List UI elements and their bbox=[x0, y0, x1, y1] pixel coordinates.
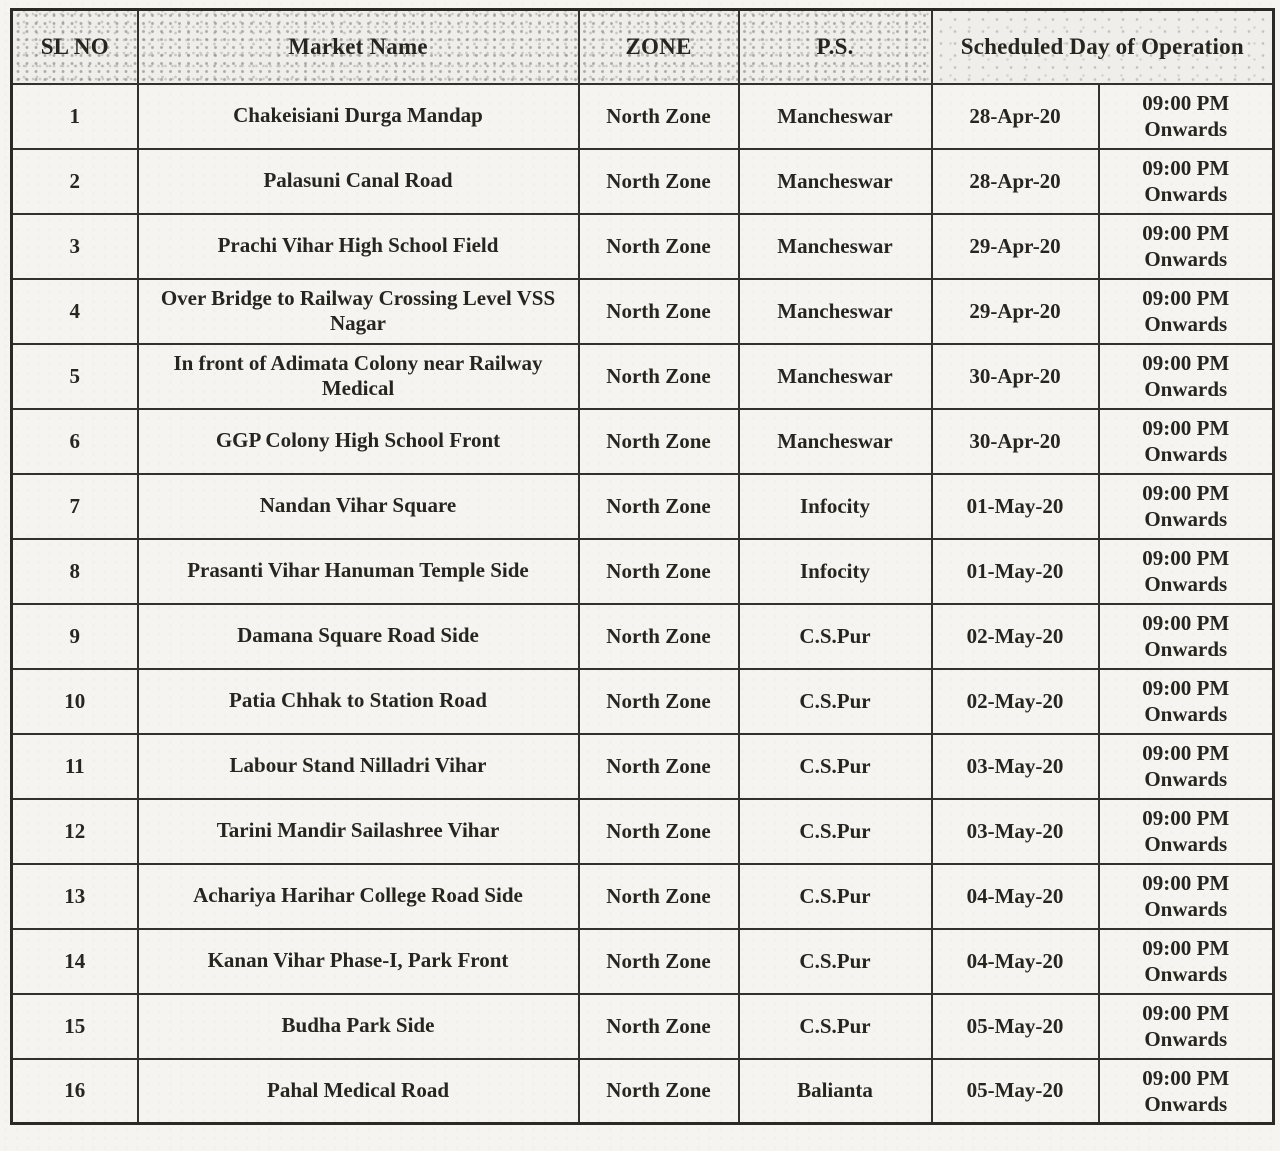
cell-ps: C.S.Pur bbox=[739, 734, 932, 799]
table-row bbox=[12, 539, 1274, 604]
cell-zone: North Zone bbox=[579, 929, 739, 994]
cell-zone: North Zone bbox=[579, 539, 739, 604]
cell-time-line2: Onwards bbox=[1144, 377, 1228, 401]
cell-market-name: Prasanti Vihar Hanuman Temple Side bbox=[138, 539, 579, 604]
cell-ps: Mancheswar bbox=[739, 409, 932, 474]
cell-market-name: Patia Chhak to Station Road bbox=[138, 669, 579, 734]
cell-time-line1: 09:00 PM bbox=[1142, 870, 1230, 895]
table-row bbox=[12, 84, 1274, 149]
cell-ps: Mancheswar bbox=[739, 84, 932, 149]
table-row bbox=[12, 214, 1274, 279]
cell-date: 02-May-20 bbox=[932, 669, 1099, 734]
table-row bbox=[12, 929, 1274, 994]
cell-sl-no: 12 bbox=[12, 799, 138, 864]
table-row bbox=[12, 734, 1274, 799]
table-row bbox=[12, 994, 1274, 1059]
cell-time bbox=[1099, 734, 1274, 799]
cell-time-line2: Onwards bbox=[1144, 442, 1228, 466]
cell-time-line1: 09:00 PM bbox=[1142, 935, 1230, 960]
cell-date: 03-May-20 bbox=[932, 799, 1099, 864]
table-row bbox=[12, 1059, 1274, 1124]
cell-market-name: Pahal Medical Road bbox=[138, 1059, 579, 1124]
cell-time bbox=[1099, 1059, 1274, 1124]
cell-time-line2: Onwards bbox=[1144, 117, 1228, 141]
cell-time-line1: 09:00 PM bbox=[1142, 285, 1230, 310]
cell-zone: North Zone bbox=[579, 669, 739, 734]
cell-time-line2: Onwards bbox=[1144, 182, 1228, 206]
cell-date: 01-May-20 bbox=[932, 539, 1099, 604]
table-header bbox=[12, 10, 1274, 84]
cell-zone: North Zone bbox=[579, 84, 739, 149]
cell-time-line1: 09:00 PM bbox=[1142, 740, 1230, 765]
cell-market-name: Nandan Vihar Square bbox=[138, 474, 579, 539]
cell-market-name: Chakeisiani Durga Mandap bbox=[138, 84, 579, 149]
cell-sl-no: 9 bbox=[12, 604, 138, 669]
cell-time bbox=[1099, 864, 1274, 929]
table-row bbox=[12, 799, 1274, 864]
cell-time-line1: 09:00 PM bbox=[1142, 90, 1230, 115]
cell-time-line2: Onwards bbox=[1144, 312, 1228, 336]
cell-ps: C.S.Pur bbox=[739, 669, 932, 734]
cell-sl-no: 1 bbox=[12, 84, 138, 149]
cell-zone: North Zone bbox=[579, 279, 739, 344]
cell-time bbox=[1099, 604, 1274, 669]
table-row bbox=[12, 474, 1274, 539]
cell-time bbox=[1099, 669, 1274, 734]
cell-ps: Mancheswar bbox=[739, 344, 932, 409]
cell-time bbox=[1099, 279, 1274, 344]
cell-market-name: In front of Adimata Colony near Railway Medical bbox=[138, 344, 579, 409]
cell-ps: Mancheswar bbox=[739, 214, 932, 279]
cell-time-line1: 09:00 PM bbox=[1142, 415, 1230, 440]
cell-sl-no: 14 bbox=[12, 929, 138, 994]
cell-time-line1: 09:00 PM bbox=[1142, 1000, 1230, 1025]
cell-sl-no: 11 bbox=[12, 734, 138, 799]
cell-time-line2: Onwards bbox=[1144, 702, 1228, 726]
cell-date: 05-May-20 bbox=[932, 994, 1099, 1059]
cell-time-line1: 09:00 PM bbox=[1142, 545, 1230, 570]
cell-date: 05-May-20 bbox=[932, 1059, 1099, 1124]
cell-time-line1: 09:00 PM bbox=[1142, 805, 1230, 830]
cell-time-line1: 09:00 PM bbox=[1142, 1065, 1230, 1090]
cell-ps: C.S.Pur bbox=[739, 864, 932, 929]
col-header-scheduled-day: Scheduled Day of Operation bbox=[932, 10, 1274, 84]
cell-date: 02-May-20 bbox=[932, 604, 1099, 669]
col-header-zone: ZONE bbox=[579, 10, 739, 84]
market-schedule-table bbox=[10, 8, 1275, 1125]
cell-zone: North Zone bbox=[579, 149, 739, 214]
cell-time-line1: 09:00 PM bbox=[1142, 480, 1230, 505]
cell-time-line2: Onwards bbox=[1144, 572, 1228, 596]
table-row bbox=[12, 149, 1274, 214]
cell-ps: Infocity bbox=[739, 474, 932, 539]
cell-time bbox=[1099, 149, 1274, 214]
table-row bbox=[12, 669, 1274, 734]
table-row bbox=[12, 864, 1274, 929]
cell-time-line1: 09:00 PM bbox=[1142, 675, 1230, 700]
cell-time-line2: Onwards bbox=[1144, 1091, 1228, 1116]
cell-time-line2: Onwards bbox=[1144, 767, 1228, 791]
cell-time bbox=[1099, 929, 1274, 994]
cell-sl-no: 8 bbox=[12, 539, 138, 604]
cell-date: 04-May-20 bbox=[932, 929, 1099, 994]
cell-time bbox=[1099, 344, 1274, 409]
cell-sl-no: 4 bbox=[12, 279, 138, 344]
cell-zone: North Zone bbox=[579, 734, 739, 799]
cell-date: 03-May-20 bbox=[932, 734, 1099, 799]
cell-sl-no: 7 bbox=[12, 474, 138, 539]
col-header-ps: P.S. bbox=[739, 10, 932, 84]
cell-market-name: Prachi Vihar High School Field bbox=[138, 214, 579, 279]
cell-sl-no: 10 bbox=[12, 669, 138, 734]
table-row bbox=[12, 344, 1274, 409]
cell-market-name: Achariya Harihar College Road Side bbox=[138, 864, 579, 929]
cell-time bbox=[1099, 214, 1274, 279]
cell-ps: C.S.Pur bbox=[739, 994, 932, 1059]
cell-date: 30-Apr-20 bbox=[932, 344, 1099, 409]
cell-zone: North Zone bbox=[579, 474, 739, 539]
cell-time-line1: 09:00 PM bbox=[1142, 610, 1230, 635]
header-row bbox=[12, 10, 1274, 84]
cell-market-name: Labour Stand Nilladri Vihar bbox=[138, 734, 579, 799]
cell-zone: North Zone bbox=[579, 214, 739, 279]
cell-time-line2: Onwards bbox=[1144, 637, 1228, 661]
cell-time-line1: 09:00 PM bbox=[1142, 350, 1230, 375]
cell-time-line2: Onwards bbox=[1144, 247, 1228, 271]
cell-time-line1: 09:00 PM bbox=[1142, 220, 1230, 245]
cell-zone: North Zone bbox=[579, 344, 739, 409]
cell-time-line2: Onwards bbox=[1144, 962, 1228, 986]
cell-market-name: GGP Colony High School Front bbox=[138, 409, 579, 474]
cell-time-line2: Onwards bbox=[1144, 897, 1228, 921]
cell-zone: North Zone bbox=[579, 1059, 739, 1124]
cell-time bbox=[1099, 994, 1274, 1059]
cell-market-name: Over Bridge to Railway Crossing Level VSS Nagar bbox=[138, 279, 579, 344]
cell-sl-no: 6 bbox=[12, 409, 138, 474]
cell-market-name: Tarini Mandir Sailashree Vihar bbox=[138, 799, 579, 864]
cell-sl-no: 15 bbox=[12, 994, 138, 1059]
cell-ps: Mancheswar bbox=[739, 279, 932, 344]
cell-zone: North Zone bbox=[579, 994, 739, 1059]
col-header-sl-no: SL NO bbox=[12, 10, 138, 84]
table-body bbox=[12, 84, 1274, 1124]
cell-ps: C.S.Pur bbox=[739, 799, 932, 864]
cell-time-line1: 09:00 PM bbox=[1142, 155, 1230, 180]
cell-date: 29-Apr-20 bbox=[932, 279, 1099, 344]
cell-market-name: Kanan Vihar Phase-I, Park Front bbox=[138, 929, 579, 994]
cell-market-name: Palasuni Canal Road bbox=[138, 149, 579, 214]
table-row bbox=[12, 409, 1274, 474]
cell-date: 30-Apr-20 bbox=[932, 409, 1099, 474]
cell-zone: North Zone bbox=[579, 864, 739, 929]
cell-ps: Mancheswar bbox=[739, 149, 932, 214]
cell-ps: C.S.Pur bbox=[739, 929, 932, 994]
cell-sl-no: 2 bbox=[12, 149, 138, 214]
cell-ps: Balianta bbox=[739, 1059, 932, 1124]
cell-date: 04-May-20 bbox=[932, 864, 1099, 929]
cell-time-line2: Onwards bbox=[1144, 1027, 1228, 1051]
cell-date: 01-May-20 bbox=[932, 474, 1099, 539]
cell-market-name: Budha Park Side bbox=[138, 994, 579, 1059]
cell-time bbox=[1099, 539, 1274, 604]
cell-time bbox=[1099, 409, 1274, 474]
cell-sl-no: 13 bbox=[12, 864, 138, 929]
cell-date: 29-Apr-20 bbox=[932, 214, 1099, 279]
cell-time bbox=[1099, 799, 1274, 864]
cell-sl-no: 16 bbox=[12, 1059, 138, 1124]
cell-date: 28-Apr-20 bbox=[932, 84, 1099, 149]
col-header-market-name: Market Name bbox=[138, 10, 579, 84]
cell-ps: Infocity bbox=[739, 539, 932, 604]
cell-zone: North Zone bbox=[579, 604, 739, 669]
cell-date: 28-Apr-20 bbox=[932, 149, 1099, 214]
cell-time-line2: Onwards bbox=[1144, 832, 1228, 856]
cell-zone: North Zone bbox=[579, 409, 739, 474]
table-row bbox=[12, 279, 1274, 344]
cell-sl-no: 5 bbox=[12, 344, 138, 409]
cell-ps: C.S.Pur bbox=[739, 604, 932, 669]
cell-time-line2: Onwards bbox=[1144, 507, 1228, 531]
cell-zone: North Zone bbox=[579, 799, 739, 864]
cell-time bbox=[1099, 84, 1274, 149]
cell-sl-no: 3 bbox=[12, 214, 138, 279]
cell-market-name: Damana Square Road Side bbox=[138, 604, 579, 669]
cell-time bbox=[1099, 474, 1274, 539]
table-row bbox=[12, 604, 1274, 669]
